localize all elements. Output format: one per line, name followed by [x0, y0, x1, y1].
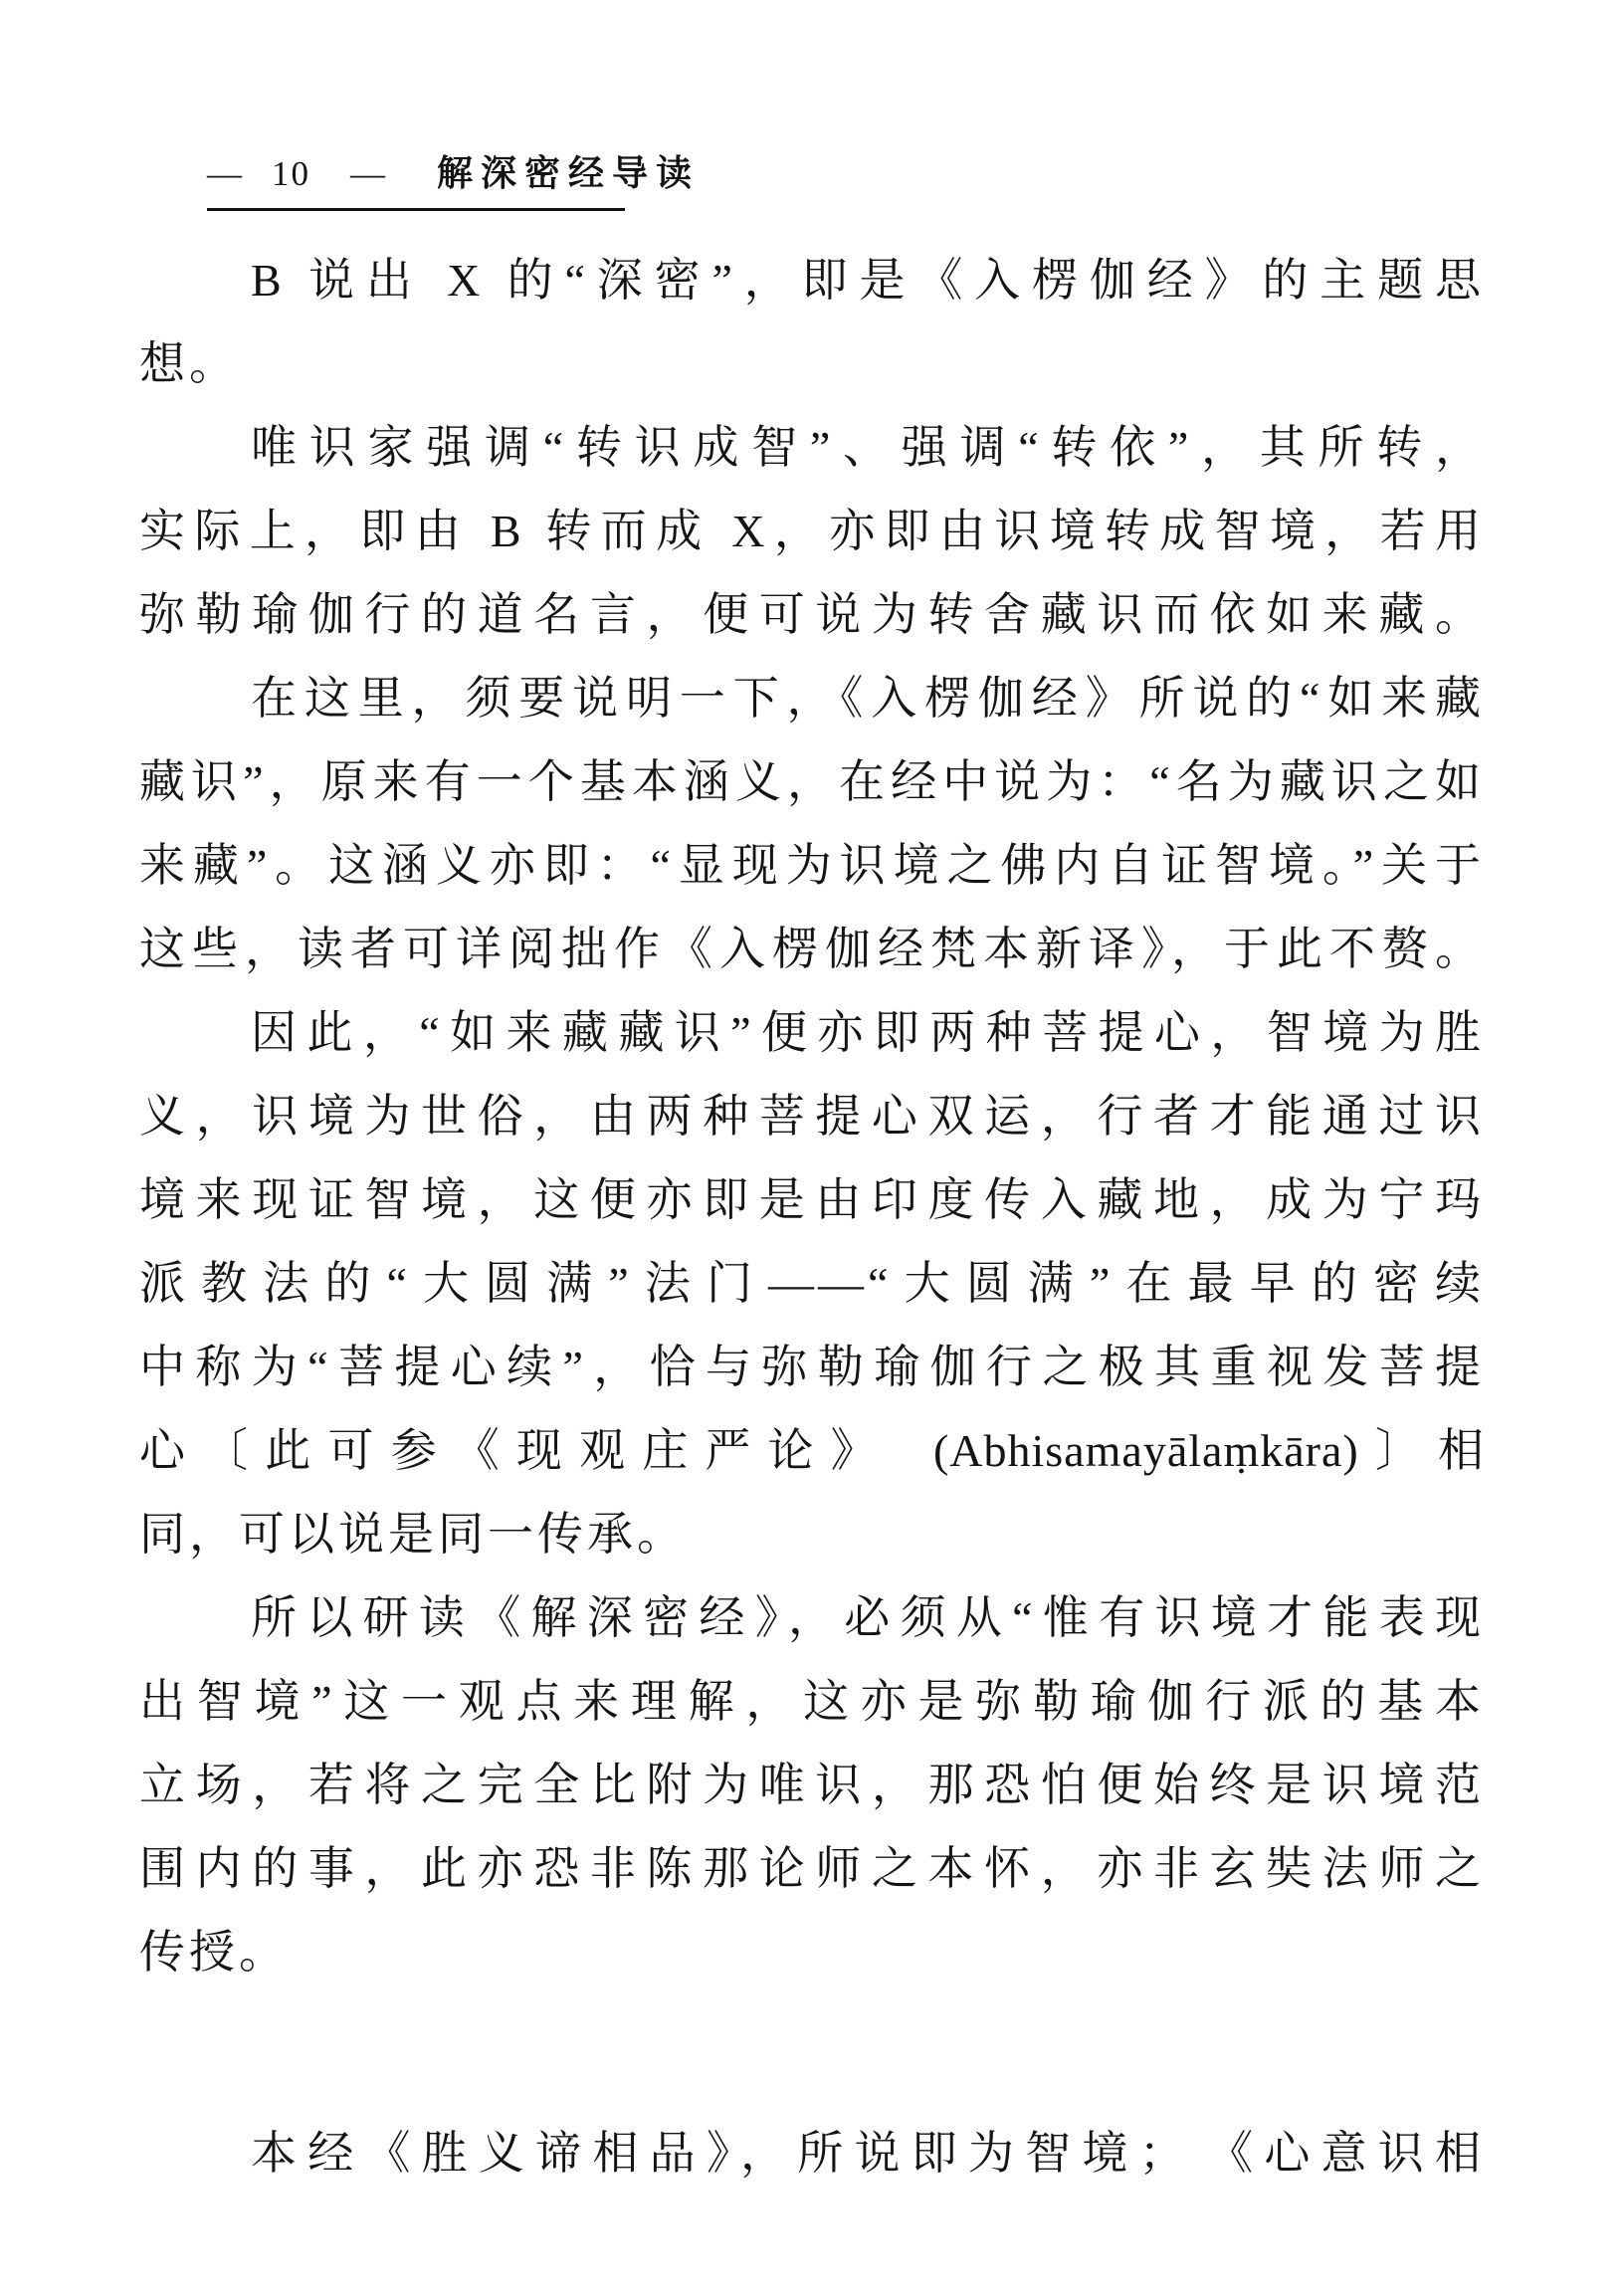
- header-dash-left: —: [207, 154, 242, 193]
- text-line: 派教法的“大圆满”法门——“大圆满”在最早的密续: [139, 1258, 1485, 1309]
- text-line: 义，识境为世俗，由两种菩提心双运，行者才能通过识: [139, 1091, 1485, 1142]
- text-line: 本经《胜义谛相品》，所说即为智境； 《心意识相: [251, 2128, 1485, 2179]
- text-line: 所以研读《解深密经》，必须从“惟有识境才能表现: [251, 1592, 1485, 1643]
- book-title: 解深密经导读: [437, 153, 701, 193]
- text-line: 实际上，即由 B 转而成 X，亦即由识境转成智境，若用: [139, 506, 1485, 556]
- text-line: 来藏”。这涵义亦即：“显现为识境之佛内自证智境。”关于: [139, 840, 1485, 891]
- text-line: 同，可以说是同一传承。: [139, 1509, 687, 1560]
- page-body: [139, 239, 1485, 2195]
- text-line: 唯识家强调“转识成智”、强调“转依”，其所转，: [251, 422, 1485, 473]
- page-header: [207, 145, 700, 211]
- header-underline: [207, 208, 625, 211]
- text-line: 藏识”，原来有一个基本涵义，在经中说为：“名为藏识之如: [139, 756, 1485, 807]
- text-line: 想。: [139, 338, 239, 389]
- text-line: 出智境”这一观点来理解，这亦是弥勒瑜伽行派的基本: [139, 1676, 1485, 1727]
- text-line: 立场，若将之完全比附为唯识，那恐怕便始终是识境范: [139, 1760, 1485, 1810]
- text-line: 在这里，须要说明一下，《入楞伽经》所说的“如来藏: [251, 673, 1485, 724]
- page-number: 10: [272, 154, 310, 193]
- page-header-row: [207, 145, 700, 196]
- text-line: 境来现证智境，这便亦即是由印度传入藏地，成为宁玛: [139, 1174, 1485, 1225]
- text-line: B 说出 X 的“深密”，即是《入楞伽经》的主题思: [251, 255, 1485, 306]
- text-line: 这些，读者可详阅拙作《入楞伽经梵本新译》，于此不赘。: [139, 924, 1485, 974]
- text-line: 围内的事，此亦恐非陈那论师之本怀，亦非玄奘法师之: [139, 1843, 1485, 1894]
- text-line: 传授。: [139, 1927, 289, 1978]
- text-line: 心〔此可参《现观庄严论》 (Abhisamayālaṃkāra)〕相: [139, 1425, 1485, 1476]
- text-line: 弥勒瑜伽行的道名言，便可说为转舍藏识而依如来藏。: [139, 589, 1485, 640]
- header-dash-right: —: [350, 154, 385, 193]
- text-line: 因此，“如来藏藏识”便亦即两种菩提心，智境为胜: [251, 1007, 1485, 1058]
- text-line: 中称为“菩提心续”，恰与弥勒瑜伽行之极其重视发菩提: [139, 1342, 1485, 1392]
